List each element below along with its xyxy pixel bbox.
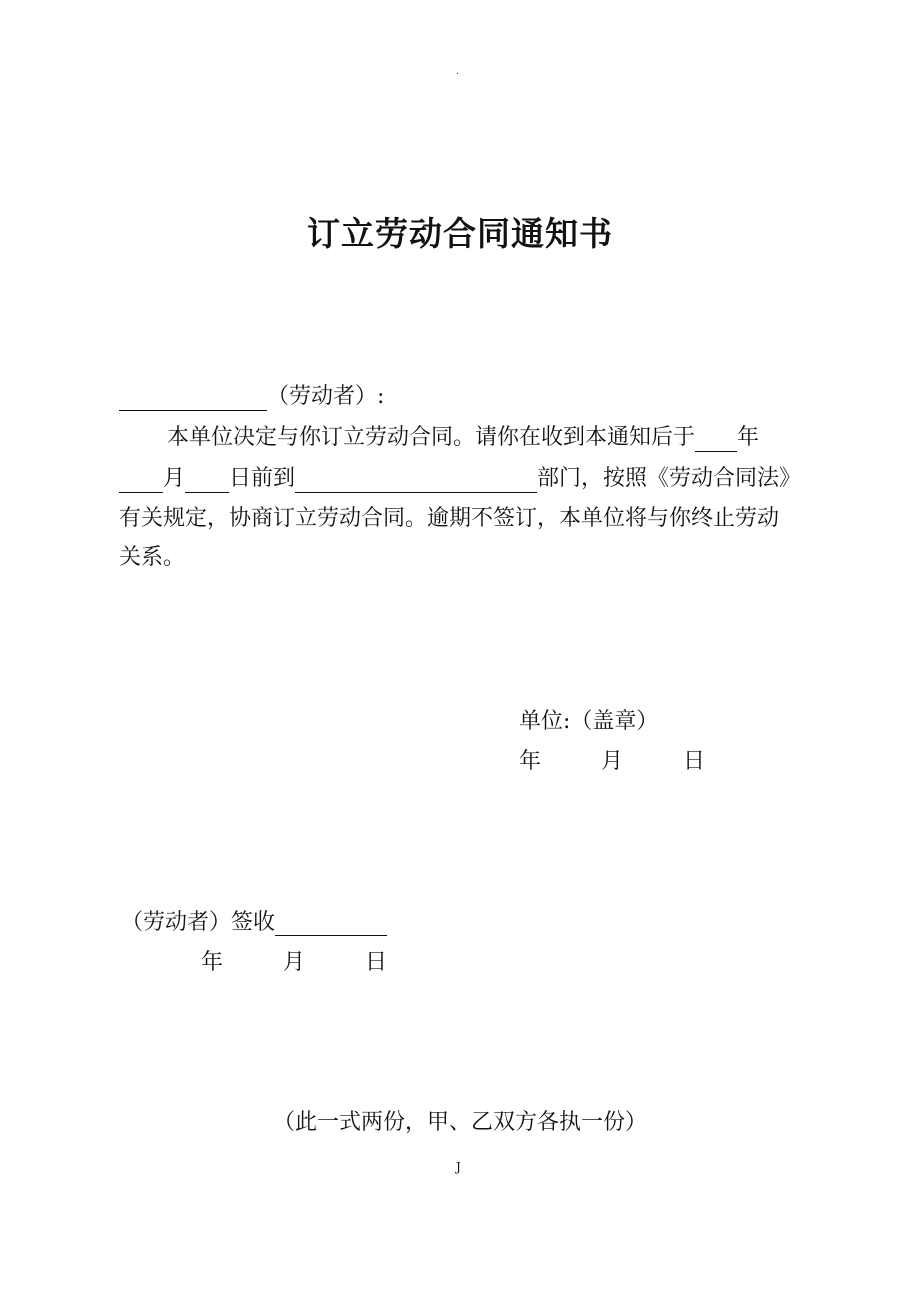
month-label: 月 (163, 466, 186, 491)
employer-date (519, 744, 705, 775)
employer-year-label: 年 (519, 749, 542, 774)
day-before-label: 日前到 (229, 466, 296, 491)
header-mark: . (456, 66, 460, 77)
body-line-4: 关系。 (119, 545, 186, 570)
page-title: 订立劳动合同通知书 (307, 214, 613, 253)
employee-date (201, 945, 387, 976)
employer-seal-label: 单位:（盖章） (519, 709, 659, 734)
body-line-3: 有关规定，协商订立劳动合同。逾期不签订，本单位将与你终止劳动 (119, 506, 780, 531)
day-blank[interactable] (185, 470, 229, 493)
body-line-2 (119, 465, 801, 493)
employee-month-label: 月 (283, 950, 306, 975)
body-line-1 (167, 424, 759, 452)
employee-sign-line (121, 905, 387, 936)
department-law-label: 部门，按照《劳动合同法》 (537, 466, 802, 491)
employee-signature-blank[interactable] (275, 913, 387, 936)
footer-note: （此一式两份，甲、乙双方各执一份） (272, 1110, 647, 1135)
year-label: 年 (737, 425, 760, 450)
body-line-1-text: 本单位决定与你订立劳动合同。请你在收到本通知后于 (167, 425, 696, 450)
year-blank[interactable] (695, 429, 737, 452)
employer-month-label: 月 (601, 749, 624, 774)
month-blank[interactable] (119, 470, 163, 493)
employee-day-label: 日 (365, 950, 388, 975)
employee-year-label: 年 (201, 950, 224, 975)
employee-sign-label: （劳动者）签收 (121, 910, 276, 935)
worker-name-blank[interactable] (119, 388, 267, 411)
page-number: J (456, 1160, 461, 1174)
addressee-suffix: （劳动者）: (267, 384, 385, 409)
employer-day-label: 日 (683, 749, 706, 774)
addressee-line (119, 383, 384, 411)
department-blank[interactable] (295, 470, 537, 493)
